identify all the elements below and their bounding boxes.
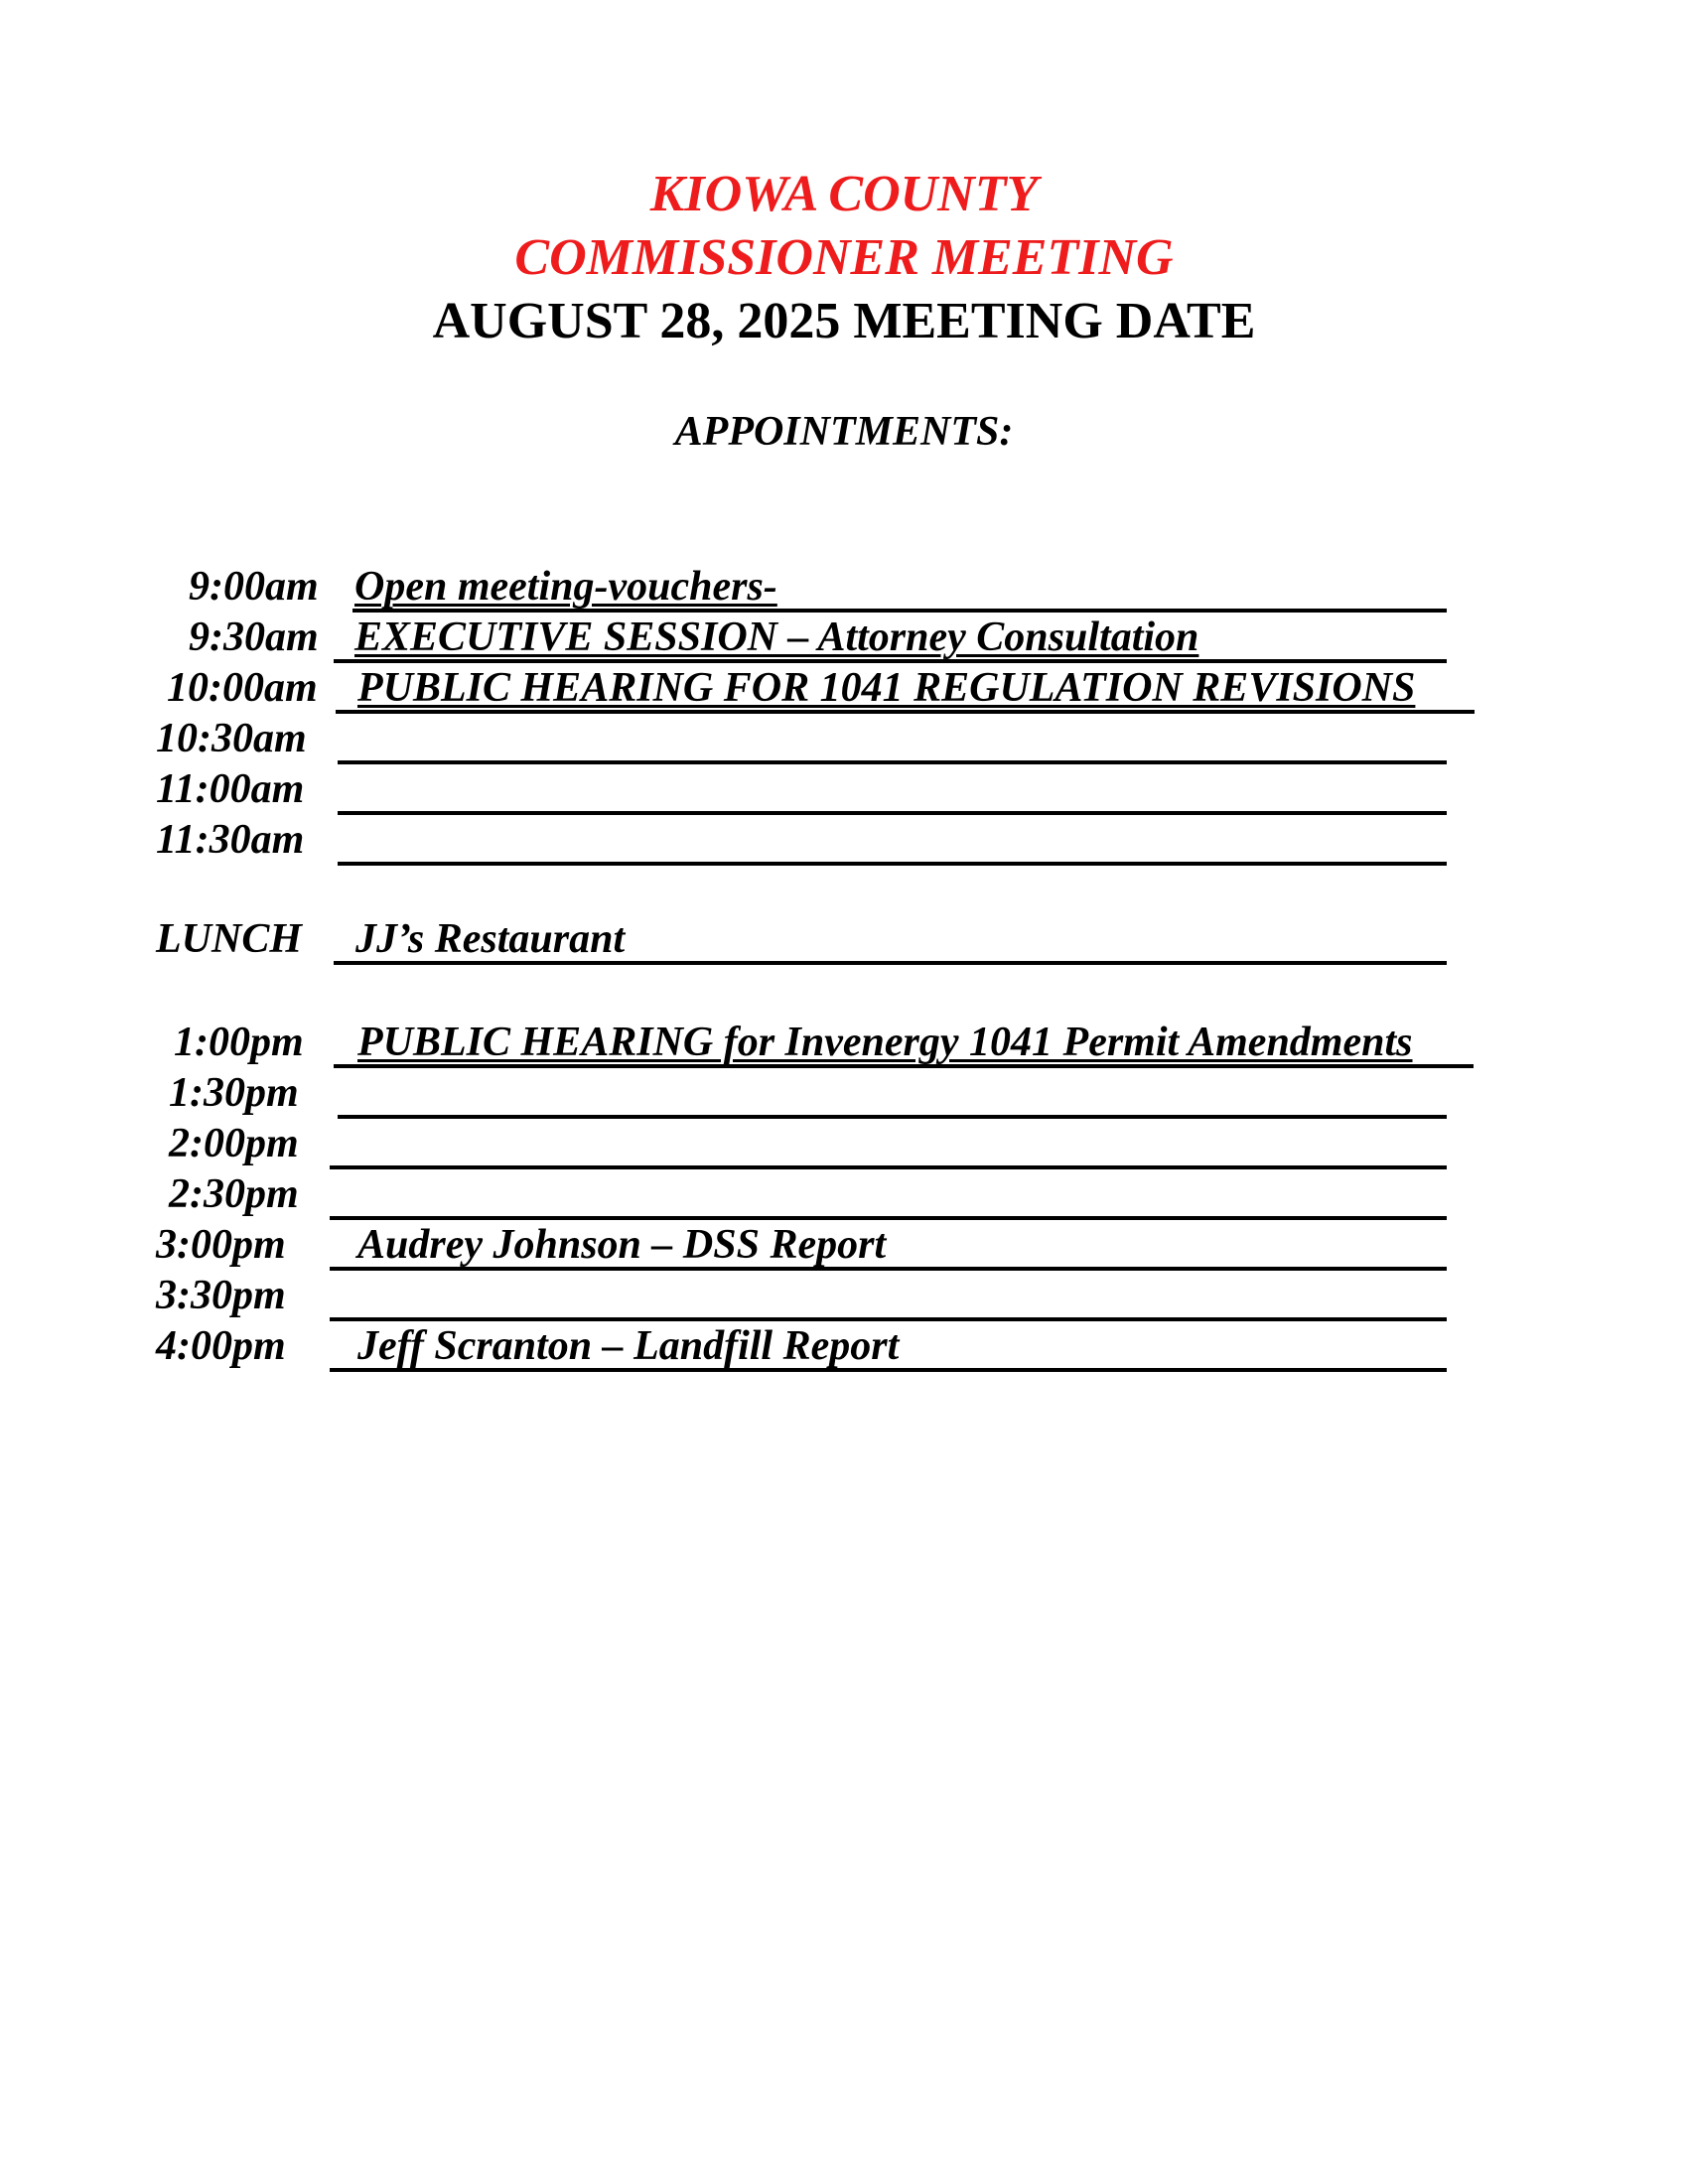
appointment-line	[330, 1270, 1447, 1321]
appointment-line	[330, 1168, 1447, 1220]
appointment-time: 2:00pm	[169, 1121, 299, 1166]
appointments-heading: APPOINTMENTS:	[674, 409, 1014, 455]
appointment-time: LUNCH	[156, 916, 302, 962]
appointment-row	[0, 913, 1688, 965]
appointment-description: PUBLIC HEARING for Invenergy 1041 Permit Amendments	[357, 1020, 1413, 1065]
appointment-row	[0, 1017, 1688, 1068]
appointment-row	[0, 763, 1688, 815]
meeting-title: COMMISSIONER MEETING	[514, 229, 1174, 286]
appointment-time: 3:30pm	[156, 1273, 286, 1318]
appointment-row	[0, 713, 1688, 764]
appointment-time: 4:00pm	[156, 1323, 286, 1369]
appointment-time: 1:00pm	[174, 1020, 304, 1065]
appointment-description: Jeff Scranton – Landfill Report	[357, 1323, 900, 1369]
meeting-date: AUGUST 28, 2025 MEETING DATE	[432, 293, 1256, 349]
appointment-time: 10:00am	[167, 665, 318, 711]
appointment-row	[0, 1067, 1688, 1119]
appointment-row	[0, 1270, 1688, 1321]
appointment-time: 1:30pm	[169, 1070, 299, 1116]
appointment-time: 11:30am	[156, 817, 305, 863]
appointment-row	[0, 662, 1688, 714]
appointment-time: 9:30am	[189, 614, 319, 660]
appointment-time: 2:30pm	[169, 1171, 299, 1217]
appointment-description: JJ’s Restaurant	[355, 916, 626, 962]
appointment-line	[330, 1118, 1447, 1169]
appointment-time: 11:00am	[156, 766, 305, 812]
appointment-description: Open meeting-vouchers-	[354, 564, 777, 610]
appointment-row	[0, 612, 1688, 663]
appointment-time: 3:00pm	[156, 1222, 286, 1268]
appointment-line	[338, 763, 1447, 815]
appointment-time: 10:30am	[156, 716, 307, 761]
appointment-line	[338, 713, 1447, 764]
county-title: KIOWA COUNTY	[649, 166, 1039, 222]
appointment-row	[0, 1118, 1688, 1169]
appointment-line	[338, 814, 1447, 866]
appointment-line	[338, 1067, 1447, 1119]
appointment-time: 9:00am	[189, 564, 319, 610]
appointment-description: EXECUTIVE SESSION – Attorney Consultation	[354, 614, 1199, 660]
appointment-row	[0, 1219, 1688, 1271]
appointment-row	[0, 814, 1688, 866]
appointment-description: Audrey Johnson – DSS Report	[357, 1222, 887, 1268]
appointment-row	[0, 1168, 1688, 1220]
appointment-row	[0, 1320, 1688, 1372]
appointment-description: PUBLIC HEARING FOR 1041 REGULATION REVISIONS	[357, 665, 1416, 711]
appointment-row	[0, 561, 1688, 613]
